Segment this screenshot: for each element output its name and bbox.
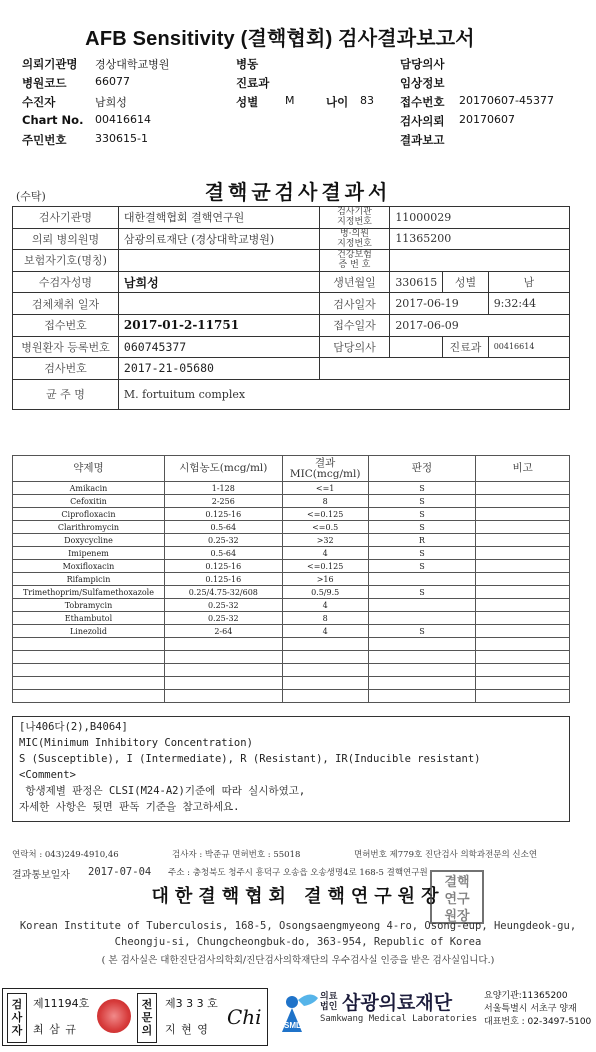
drug-name-cell: Cefoxitin: [13, 495, 165, 508]
organism-label: 균 주 명: [13, 379, 119, 409]
test-range-cell: 0.25/4.75-32/608: [164, 586, 282, 599]
request-label: 검사의뢰: [400, 114, 445, 128]
footer-contact: 연락처 : 043)249-4910,46: [12, 850, 119, 860]
drug-name-cell: Trimethoprim/Sulfamethoxazole: [13, 586, 165, 599]
drug-name-cell: Ciprofloxacin: [13, 508, 165, 521]
test-no-value: 2017-21-05680: [118, 358, 319, 380]
drug-name-cell: Doxycycline: [13, 534, 165, 547]
drug-name-cell: Amikacin: [13, 482, 165, 495]
hospital-code-value: 66077: [95, 75, 130, 88]
accession-date-label: 접수일자: [319, 314, 390, 336]
interpretation-notes: [12, 716, 570, 822]
hospital-code-label: 병원코드: [22, 76, 67, 90]
note-line: MIC(Minimum Inhibitory Concentration): [19, 737, 253, 749]
institute-name: 대한결핵협회 결핵연구원장: [151, 886, 445, 907]
remark-cell: [476, 482, 570, 495]
req-hosp-value: 삼광의료재단 (경상대학교병원): [118, 228, 319, 250]
drug-name-cell: Ethambutol: [13, 612, 165, 625]
dob-value: 330615: [390, 271, 443, 293]
institution-label: 의뢰기관명: [22, 57, 78, 71]
clinical-label: 임상정보: [400, 76, 445, 90]
mic-result-cell: >32: [282, 534, 368, 547]
lab-name-label: 검사기관명: [13, 207, 119, 229]
test-range-cell: [164, 651, 282, 664]
sex-label: 성별: [236, 95, 259, 109]
accession-value: 2017-01-2-11751: [118, 314, 319, 336]
drug-name-cell: [13, 638, 165, 651]
test-range-cell: [164, 638, 282, 651]
test-date-value: 2017-06-19: [390, 293, 488, 315]
signature-bar: [0, 986, 596, 1052]
doctor-label: 담당의사: [400, 57, 445, 71]
physician-value: [390, 336, 443, 358]
mic-result-cell: 8: [282, 612, 368, 625]
mic-result-cell: <=0.5: [282, 521, 368, 534]
interpretation-cell: [368, 638, 476, 651]
consignment-label: (수탁): [16, 190, 46, 203]
interpretation-cell: S: [368, 508, 476, 521]
info-dept-label: 진료과: [443, 336, 488, 358]
brand-small: 의료 법인: [320, 992, 338, 1012]
receipt-no-value: 20170607-45377: [459, 94, 554, 107]
drug-name-cell: Rifampicin: [13, 573, 165, 586]
table-row: [13, 651, 570, 664]
remark-cell: [476, 534, 570, 547]
brand-english: Samkwang Medical Laboratories: [320, 1014, 478, 1024]
resident-label: 주민번호: [22, 133, 67, 147]
interpretation-cell: S: [368, 495, 476, 508]
drug-name-cell: Clarithromycin: [13, 521, 165, 534]
remark-cell: [476, 664, 570, 677]
examiner-vertical-label: 검사자: [7, 993, 27, 1043]
table-row: [13, 495, 570, 508]
insurance-value: [118, 250, 319, 272]
chart-no-label: Chart No.: [22, 113, 84, 127]
specialist-no: 제3 3 3 호: [165, 997, 218, 1010]
interpretation-cell: [368, 573, 476, 586]
table-row: [13, 664, 570, 677]
interpretation-cell: [368, 612, 476, 625]
test-range-cell: 0.25-32: [164, 612, 282, 625]
sex-value: M: [285, 94, 295, 107]
interpretation-cell: [368, 677, 476, 690]
drug-name-cell: [13, 677, 165, 690]
drug-header-cell: 약제명: [13, 456, 165, 482]
interpretation-cell: [368, 651, 476, 664]
footer-address: 주소 : 충청북도 청주시 흥덕구 오송읍 오송생명4로 168-5 결핵연구원: [168, 868, 428, 878]
name-label: 수검자성명: [13, 271, 119, 293]
test-range-cell: 0.25-32: [164, 534, 282, 547]
mic-result-cell: <=1: [282, 482, 368, 495]
report-date-value: 2017-07-04: [88, 866, 152, 878]
table-row: [13, 586, 570, 599]
logo-text: SML: [284, 1021, 301, 1030]
test-range-cell: 2-256: [164, 495, 282, 508]
drug-name-cell: Moxifloxacin: [13, 560, 165, 573]
examiner-name: 최 삼 규: [33, 1023, 77, 1036]
patient-reg-value: 060745377: [118, 336, 319, 358]
specialist-vertical-label: 전문의: [137, 993, 157, 1043]
test-range-cell: [164, 677, 282, 690]
info-sex-value: 남: [488, 271, 569, 293]
hosp-no-label: 병·의원 지정번호: [319, 228, 390, 250]
table-row: [13, 560, 570, 573]
interpretation-cell: [368, 690, 476, 703]
remark-cell: [476, 495, 570, 508]
ward-label: 병동: [236, 57, 259, 71]
examiner-stamp-icon: [97, 999, 131, 1033]
interpretation-cell: R: [368, 534, 476, 547]
remark-cell: [476, 547, 570, 560]
drug-susceptibility-table: [12, 455, 570, 703]
mic-result-cell: 4: [282, 547, 368, 560]
test-range-cell: [164, 690, 282, 703]
interpretation-cell: S: [368, 625, 476, 638]
remark-cell: [476, 521, 570, 534]
age-value: 83: [360, 94, 374, 107]
mic-result-cell: <=0.125: [282, 508, 368, 521]
brand-contact: [484, 990, 591, 1029]
footer-license: 면허번호 제779호 진단검사 의학과전문의 신소연: [354, 850, 538, 860]
specialist-name: 지 현 영: [165, 1023, 209, 1036]
drug-header-cell: 판정: [368, 456, 476, 482]
physician-label: 담당의사: [319, 336, 390, 358]
mic-result-cell: [282, 677, 368, 690]
lab-no-value: 11000029: [390, 207, 570, 229]
drug-name-cell: Imipenem: [13, 547, 165, 560]
age-label: 나이: [326, 95, 349, 109]
request-date-value: 20170607: [459, 113, 515, 126]
mic-result-cell: [282, 651, 368, 664]
note-line: [나406다(2),B4064]: [19, 721, 128, 733]
info-dept-value: 00416614: [488, 336, 569, 358]
chart-no-value: 00416614: [95, 113, 151, 126]
accession-label: 접수번호: [13, 314, 119, 336]
remark-cell: [476, 508, 570, 521]
table-row: [13, 612, 570, 625]
remark-cell: [476, 638, 570, 651]
test-no-label: 검사번호: [13, 358, 119, 380]
remark-cell: [476, 625, 570, 638]
interpretation-cell: S: [368, 586, 476, 599]
drug-name-cell: Tobramycin: [13, 599, 165, 612]
remark-cell: [476, 560, 570, 573]
test-time-value: 9:32:44: [488, 293, 569, 315]
drug-table-header: [13, 456, 570, 482]
drug-name-cell: Linezolid: [13, 625, 165, 638]
test-no-extra: [319, 358, 569, 380]
drug-name-cell: [13, 690, 165, 703]
mic-result-cell: 4: [282, 625, 368, 638]
report-header: [0, 54, 596, 149]
table-row: [13, 638, 570, 651]
test-range-cell: 0.5-64: [164, 521, 282, 534]
interpretation-cell: [368, 599, 476, 612]
result-sheet: [0, 170, 596, 996]
drug-header-cell: 시험농도(mcg/ml): [164, 456, 282, 482]
note-line: <Comment>: [19, 769, 76, 781]
remark-cell: [476, 690, 570, 703]
name-value: 남희성: [118, 271, 319, 293]
note-line: S (Susceptible), I (Intermediate), R (Resistant), IR(Inducible resistant): [19, 753, 481, 765]
interpretation-cell: S: [368, 521, 476, 534]
contact-line-2: 서울특별시 서초구 양재: [484, 1004, 577, 1014]
mic-result-cell: <=0.125: [282, 560, 368, 573]
address-en-line-1: Korean Institute of Tuberculosis, 168-5, Osongsaengmyeong 4-ro, Osong-eup, Heungdeok-gu,: [19, 920, 577, 932]
dept-label: 진료과: [236, 76, 270, 90]
patient-info-table: [12, 206, 570, 410]
footer-examiner: 검사자 : 박준규 면허번호 : 55018: [172, 850, 301, 860]
mic-result-cell: [282, 690, 368, 703]
specialist-signature: Chi: [227, 1005, 262, 1029]
table-row: [13, 534, 570, 547]
drug-name-cell: [13, 651, 165, 664]
mic-result-cell: 4: [282, 599, 368, 612]
table-row: [13, 677, 570, 690]
test-date-label: 검사일자: [319, 293, 390, 315]
test-range-cell: 0.125-16: [164, 560, 282, 573]
drug-header-cell: 비고: [476, 456, 570, 482]
test-range-cell: 0.125-16: [164, 573, 282, 586]
health-label: 건강보험 증 번 호: [319, 250, 390, 272]
institution-value: 경상대학교병원: [95, 58, 170, 71]
drug-name-cell: [13, 664, 165, 677]
mic-result-cell: [282, 664, 368, 677]
report-date-label: 결과통보일자: [12, 870, 70, 881]
resident-value: 330615-1: [95, 132, 148, 145]
note-line: 자세한 사항은 뒷면 판독 기준을 참고하세요.: [19, 801, 240, 813]
mic-result-cell: 0.5/9.5: [282, 586, 368, 599]
drug-table-body: [13, 482, 570, 703]
accession-date-value: 2017-06-09: [390, 314, 570, 336]
health-value: [390, 250, 570, 272]
sml-logo-icon: [274, 988, 322, 1036]
note-line: 항생제별 판정은 CLSI(M24-A2)기준에 따라 실시하였고,: [19, 785, 306, 797]
recipient-label: 수진자: [22, 95, 56, 109]
table-row: [13, 690, 570, 703]
test-range-cell: 1-128: [164, 482, 282, 495]
sheet-title: 결핵균검사결과서: [204, 180, 392, 204]
mic-result-cell: >16: [282, 573, 368, 586]
recipient-value: 남희성: [95, 96, 127, 109]
interpretation-cell: [368, 664, 476, 677]
remark-cell: [476, 599, 570, 612]
table-row: [13, 482, 570, 495]
table-row: [13, 547, 570, 560]
table-row: [13, 508, 570, 521]
signature-box: [2, 988, 268, 1046]
remark-cell: [476, 612, 570, 625]
brand-name: 삼광의료재단: [342, 992, 453, 1014]
sample-date-label: 검체채취 일자: [13, 293, 119, 315]
address-english: [0, 918, 596, 950]
test-range-cell: [164, 664, 282, 677]
table-row: [13, 599, 570, 612]
lab-name-value: 대한결핵협회 결핵연구원: [118, 207, 319, 229]
interpretation-cell: S: [368, 547, 476, 560]
table-row: [13, 521, 570, 534]
report-title: AFB Sensitivity (결핵협회) 검사결과보고서: [85, 28, 475, 50]
interpretation-cell: S: [368, 560, 476, 573]
mic-result-cell: [282, 638, 368, 651]
interpretation-cell: S: [368, 482, 476, 495]
sample-date-value: [118, 293, 319, 315]
mic-result-cell: 8: [282, 495, 368, 508]
remark-cell: [476, 586, 570, 599]
address-en-line-2: Cheongju-si, Chungcheongbuk-do, 363-954, Republic of Korea: [114, 936, 482, 948]
hosp-no-value: 11365200: [390, 228, 570, 250]
organism-value: M. fortuitum complex: [118, 379, 569, 409]
insurance-label: 보험자기호(명칭): [13, 250, 119, 272]
table-row: [13, 625, 570, 638]
table-row: [13, 573, 570, 586]
req-hosp-label: 의뢰 병의원명: [13, 228, 119, 250]
report-label: 결과보고: [400, 133, 445, 147]
lab-no-label: 검사기관 지정번호: [319, 207, 390, 229]
institute-seal: 결핵 연구 원장: [430, 870, 484, 924]
test-range-cell: 0.5-64: [164, 547, 282, 560]
info-sex-label: 성별: [443, 271, 488, 293]
receipt-no-label: 접수번호: [400, 95, 445, 109]
dob-label: 생년월일: [319, 271, 390, 293]
test-range-cell: 2-64: [164, 625, 282, 638]
drug-header-cell: 결과 MIC(mcg/ml): [282, 456, 368, 482]
contact-line-3: 대표번호 : 02-3497-5100: [484, 1017, 592, 1027]
remark-cell: [476, 651, 570, 664]
examiner-no: 제11194호: [33, 997, 90, 1010]
remark-cell: [476, 573, 570, 586]
remark-cell: [476, 677, 570, 690]
test-range-cell: 0.25-32: [164, 599, 282, 612]
test-range-cell: 0.125-16: [164, 508, 282, 521]
contact-line-1: 요양기관:11365200: [484, 991, 568, 1001]
patient-reg-label: 병원환자 등록번호: [13, 336, 119, 358]
certification-note: ( 본 검사실은 대한진단검사의학회/진단검사의학재단의 우수검사실 인증을 받은 검사실입니다.): [101, 955, 495, 966]
